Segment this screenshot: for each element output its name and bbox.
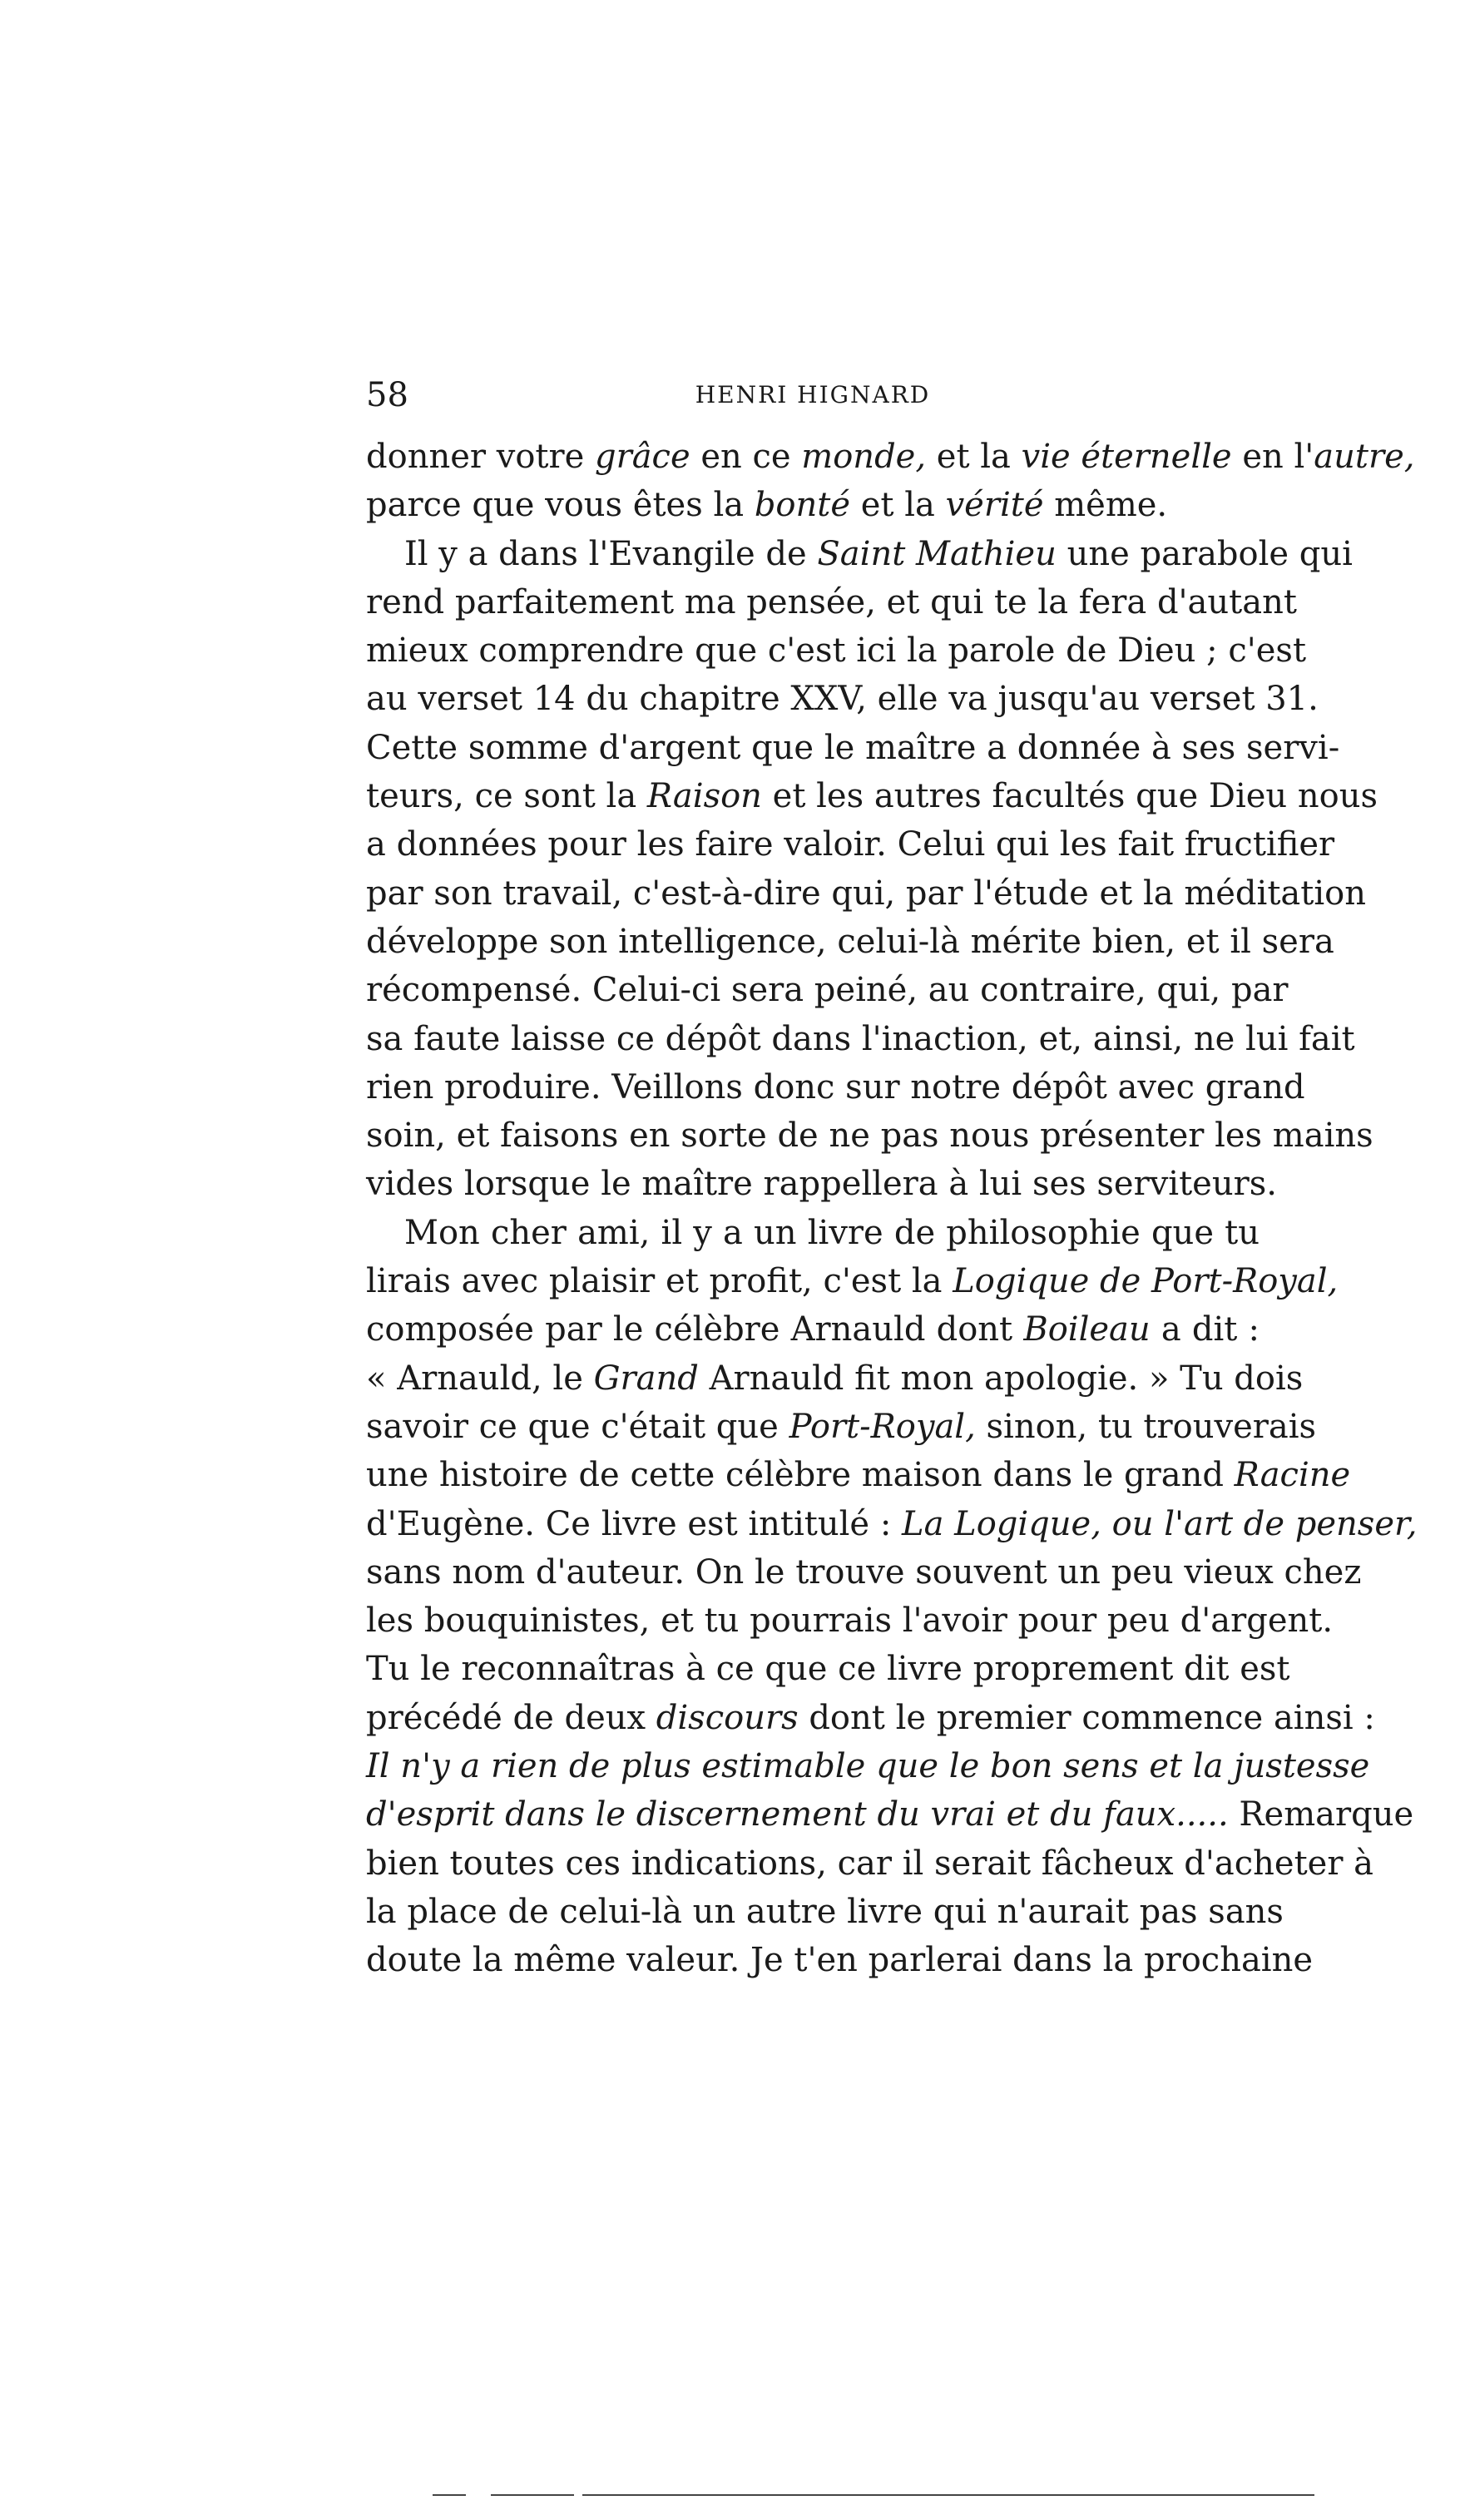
text-line: une histoire de cette célèbre maison dans le grand Racine bbox=[366, 1456, 1351, 1495]
text-line: bien toutes ces indications, car il serait fâcheux d'acheter à bbox=[366, 1844, 1374, 1883]
text-line: d'Eugène. Ce livre est intitulé : La Logique, ou l'art de penser, bbox=[366, 1504, 1418, 1543]
footer-rule bbox=[491, 2494, 574, 2496]
text-line: Cette somme d'argent que le maître a donnée à ses servi- bbox=[366, 728, 1340, 767]
text-line: savoir ce que c'était que Port-Royal, sinon, tu trouverais bbox=[366, 1407, 1317, 1446]
text-line: récompensé. Celui-ci sera peiné, au contraire, qui, par bbox=[366, 971, 1289, 1010]
running-head: HENRI HIGNARD bbox=[695, 381, 931, 408]
text-line: développe son intelligence, celui-là mérite bien, et il sera bbox=[366, 922, 1334, 961]
text-line: doute la même valeur. Je t'en parlerai dans la prochaine bbox=[366, 1941, 1314, 1980]
text-line: sa faute laisse ce dépôt dans l'inaction, et, ainsi, ne lui fait bbox=[366, 1019, 1355, 1058]
text-line: précédé de deux discours dont le premier commence ainsi : bbox=[366, 1698, 1375, 1737]
footer-rule bbox=[433, 2494, 466, 2496]
text-line: sans nom d'auteur. On le trouve souvent un peu vieux chez bbox=[366, 1552, 1362, 1592]
text-line: composée par le célèbre Arnauld dont Boileau a dit : bbox=[366, 1310, 1260, 1349]
text-line: mieux comprendre que c'est ici la parole de Dieu ; c'est bbox=[366, 631, 1307, 671]
text-line: Tu le reconnaîtras à ce que ce livre proprement dit est bbox=[366, 1650, 1290, 1689]
text-line: par son travail, c'est-à-dire qui, par l'étude et la méditation bbox=[366, 874, 1366, 913]
text-line: parce que vous êtes la bonté et la vérité même. bbox=[366, 486, 1168, 525]
body-text bbox=[366, 433, 1418, 1985]
text-line: a données pour les faire valoir. Celui qui les fait fructifier bbox=[366, 825, 1335, 864]
text-line: soin, et faisons en sorte de ne pas nous présenter les mains bbox=[366, 1116, 1373, 1156]
text-line: rend parfaitement ma pensée, et qui te la fera d'autant bbox=[366, 582, 1297, 621]
footer-rule bbox=[582, 2494, 1314, 2496]
text-line: Il n'y a rien de plus estimable que le bon sens et la justesse bbox=[366, 1747, 1370, 1786]
text-line: au verset 14 du chapitre XXV, elle va jusqu'au verset 31. bbox=[366, 680, 1319, 719]
paragraph-start-line: Mon cher ami, il y a un livre de philosophie que tu bbox=[404, 1213, 1260, 1252]
text-line: vides lorsque le maître rappellera à lui ses serviteurs. bbox=[366, 1165, 1277, 1204]
text-line: « Arnauld, le Grand Arnauld fit mon apologie. » Tu dois bbox=[366, 1359, 1304, 1398]
text-line: les bouquinistes, et tu pourrais l'avoir pour peu d'argent. bbox=[366, 1602, 1334, 1641]
text-line: la place de celui-là un autre livre qui n'aurait pas sans bbox=[366, 1892, 1284, 1931]
text-line: rien produire. Veillons donc sur notre dépôt avec grand bbox=[366, 1067, 1305, 1107]
page-header bbox=[366, 370, 1260, 420]
paragraph-start-line: Il y a dans l'Evangile de Saint Mathieu une parabole qui bbox=[404, 534, 1353, 573]
text-line: lirais avec plaisir et profit, c'est la Logique de Port-Royal, bbox=[366, 1262, 1339, 1301]
text-line: teurs, ce sont la Raison et les autres facultés que Dieu nous bbox=[366, 777, 1378, 816]
text-line: d'esprit dans le discernement du vrai et du faux..... Remarque bbox=[366, 1795, 1414, 1834]
page-number: 58 bbox=[366, 376, 408, 414]
text-line: donner votre grâce en ce monde, et la vie éternelle en l'autre, bbox=[366, 438, 1415, 476]
